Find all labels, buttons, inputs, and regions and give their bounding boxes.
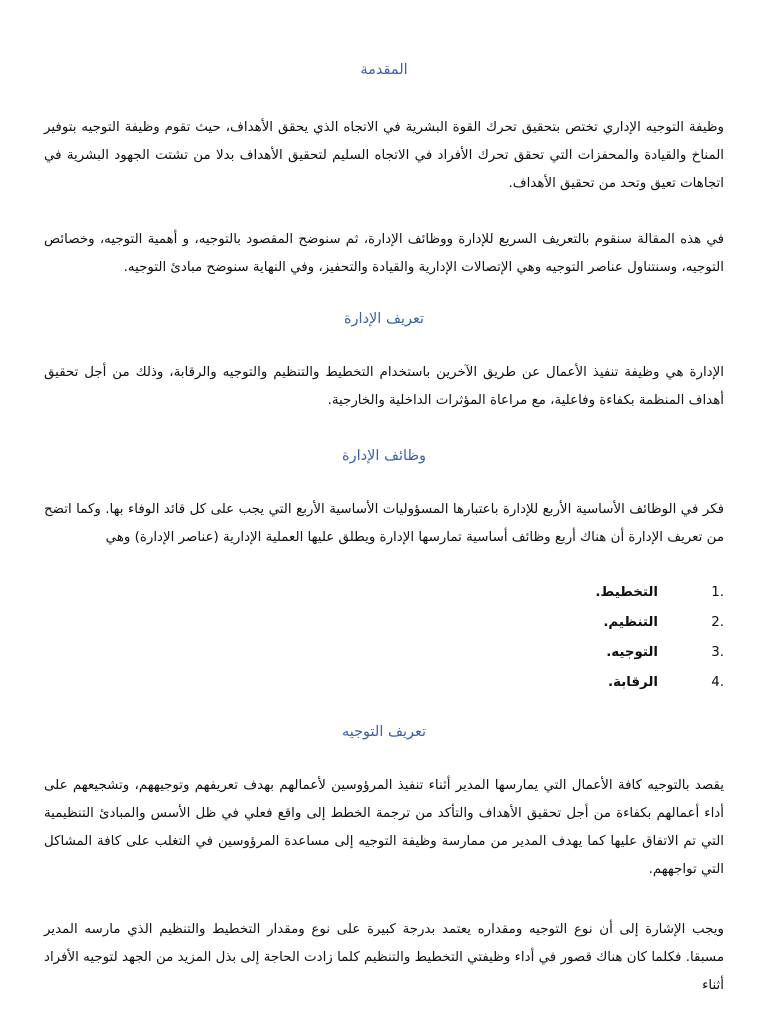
list-item (44, 608, 724, 638)
list-item-number: 1. (711, 585, 724, 600)
list-item-number: 3. (711, 645, 724, 660)
list-item-label: التنظيم. (603, 615, 658, 630)
paragraph-direction-definition: يقصد بالتوجيه كافة الأعمال التي يمارسها المدير أثناء تنفيذ المرؤوسين لأعمالهم بهدف تعريفهم وتوجيههم، وتشجيعهم على أداء أعمالهم بكفاءة من أجل تحقيق الأهداف والتأكد من ترجمة الخطط إلى واقع فعلي في ظل الأسس والمبادئ التنظيمية التي تم الاتفاق عليها كما يهدف المدير من ممارسة وظيفة التوجيه إلى مساعدة المرؤوسين في التغلب على كافة المشاكل التي تواجههم. (44, 778, 724, 877)
paragraph-management-definition: الإدارة هي وظيفة تنفيذ الأعمال عن طريق الآخرين باستخدام التخطيط والتنظيم والتوجيه والرقابة، وذلك من أجل تحقيق أهداف المنظمة بكفاءة وفاعلية، مع مراعاة المؤثرات الداخلية والخارجية. (44, 365, 724, 408)
paragraph-intro-1: وظيفة التوجيه الإداري تختص بتحقيق تحرك القوة البشرية في الاتجاه الذي يحقق الأهداف، حيث تقوم وظيفة التوجيه بتوفير المناخ والقيادة والمحفزات التي تحقق تحرك الأفراد في الاتجاه السليم لتحقيق الأهداف بدلا من تشتت الجهود البشرية في اتجاهات تعيق وتحد من تحقيق الأهداف. (44, 120, 724, 191)
list-item-label: التخطيط. (595, 585, 658, 600)
heading-management-definition: تعريف الإدارة (343, 311, 425, 327)
heading-management-functions: وظائف الإدارة (342, 448, 426, 464)
heading-direction-definition: تعريف التوجيه (341, 724, 427, 740)
heading-introduction: المقدمة (360, 62, 408, 78)
list-item (44, 578, 724, 608)
paragraph-intro-2: في هذه المقالة سنقوم بالتعريف السريع للإدارة ووظائف الإدارة، ثم سنوضح المقصود بالتوجيه، و أهمية التوجيه، وخصائص التوجيه، وسنتناول عناصر التوجيه وهي الإتصالات الإدارية والقيادة والتحفيز، وفي النهاية سنوضح مبادئ التوجيه. (44, 232, 724, 275)
paragraph-management-functions: فكر في الوظائف الأساسية الأربع للإدارة باعتبارها المسؤوليات الأساسية الأربع التي يجب على كل قائد الوفاء بها. وكما اتضح من تعريف الإدارة أن هناك أربع وظائف أساسية تمارسها الإدارة ويطلق عليها العملية الإدارية (عناصر الإدارة) وهي (44, 502, 724, 545)
paragraph-direction-note: ويجب الإشارة إلى أن نوع التوجيه ومقداره يعتمد بدرجة كبيرة على نوع ومقدار التخطيط والتنظيم الذي مارسه المدير مسبقا. فكلما كان هناك قصور في أداء وظيفتي التخطيط والتنظيم كلما زادت الحاجة إلى بذل المزيد من الجهد لتوجيه الأفراد أثناء (44, 922, 724, 993)
list-item (44, 668, 724, 698)
list-item (44, 638, 724, 668)
list-item-label: التوجيه. (606, 645, 658, 660)
functions-list (44, 578, 724, 698)
list-item-label: الرقابة. (608, 675, 658, 690)
list-item-number: 2. (711, 615, 724, 630)
list-item-number: 4. (711, 675, 724, 690)
